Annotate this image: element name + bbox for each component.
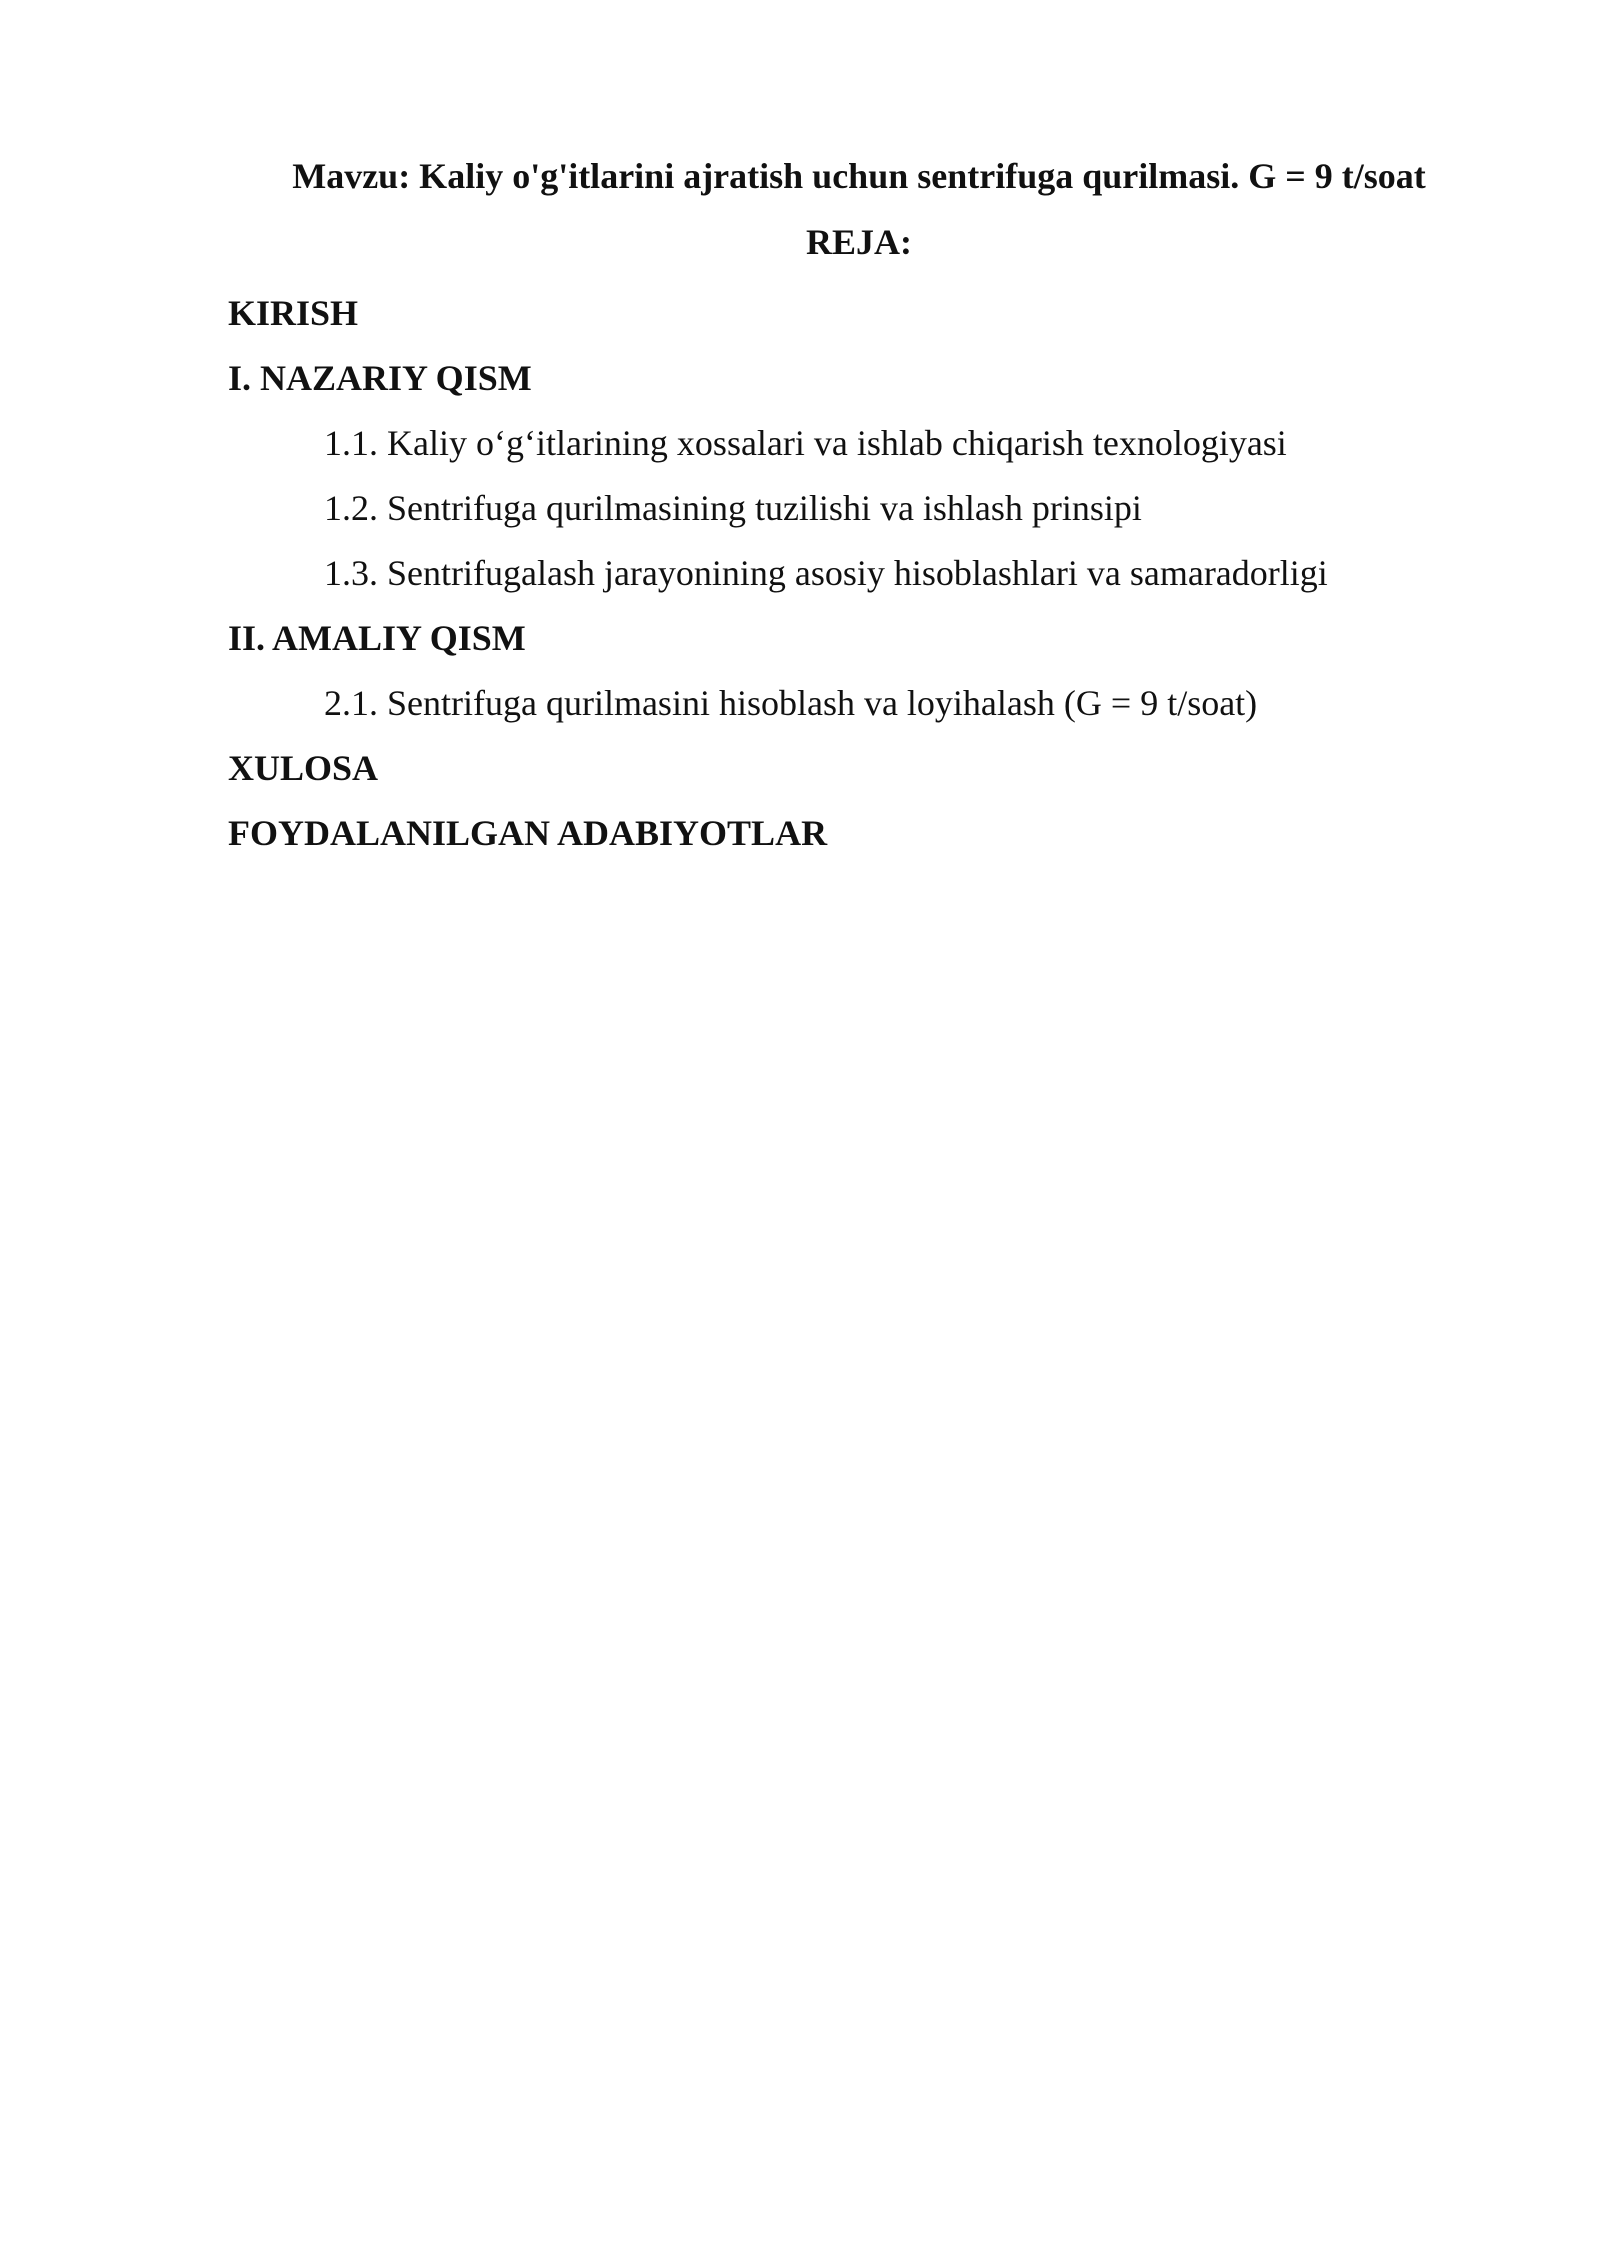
plan-outline [228, 281, 1528, 866]
outline-item-nazariy-qism: I. NAZARIY QISM [228, 358, 532, 398]
outline-item-xulosa: XULOSA [228, 748, 379, 788]
document-title: Mavzu: Kaliy o'g'itlarini ajratish uchun sentrifuga qurilmasi. G = 9 t/soat [292, 156, 1426, 196]
outline-item-adabiyotlar: FOYDALANILGAN ADABIYOTLAR [228, 813, 828, 853]
outline-item-2-1: 2.1. Sentrifuga qurilmasini hisoblash va loyihalash (G = 9 t/soat) [324, 683, 1258, 723]
outline-item-1-3: 1.3. Sentrifugalash jarayonining asosiy hisoblashlari va samaradorligi [324, 553, 1328, 593]
outline-item-kirish: KIRISH [228, 293, 359, 333]
outline-item-amaliy-qism: II. AMALIY QISM [228, 618, 526, 658]
outline-item-1-1: 1.1. Kaliy o‘g‘itlarining xossalari va ishlab chiqarish texnologiyasi [324, 423, 1287, 463]
plan-heading: REJA: [806, 222, 912, 262]
outline-item-1-2: 1.2. Sentrifuga qurilmasining tuzilishi va ishlash prinsipi [324, 488, 1142, 528]
